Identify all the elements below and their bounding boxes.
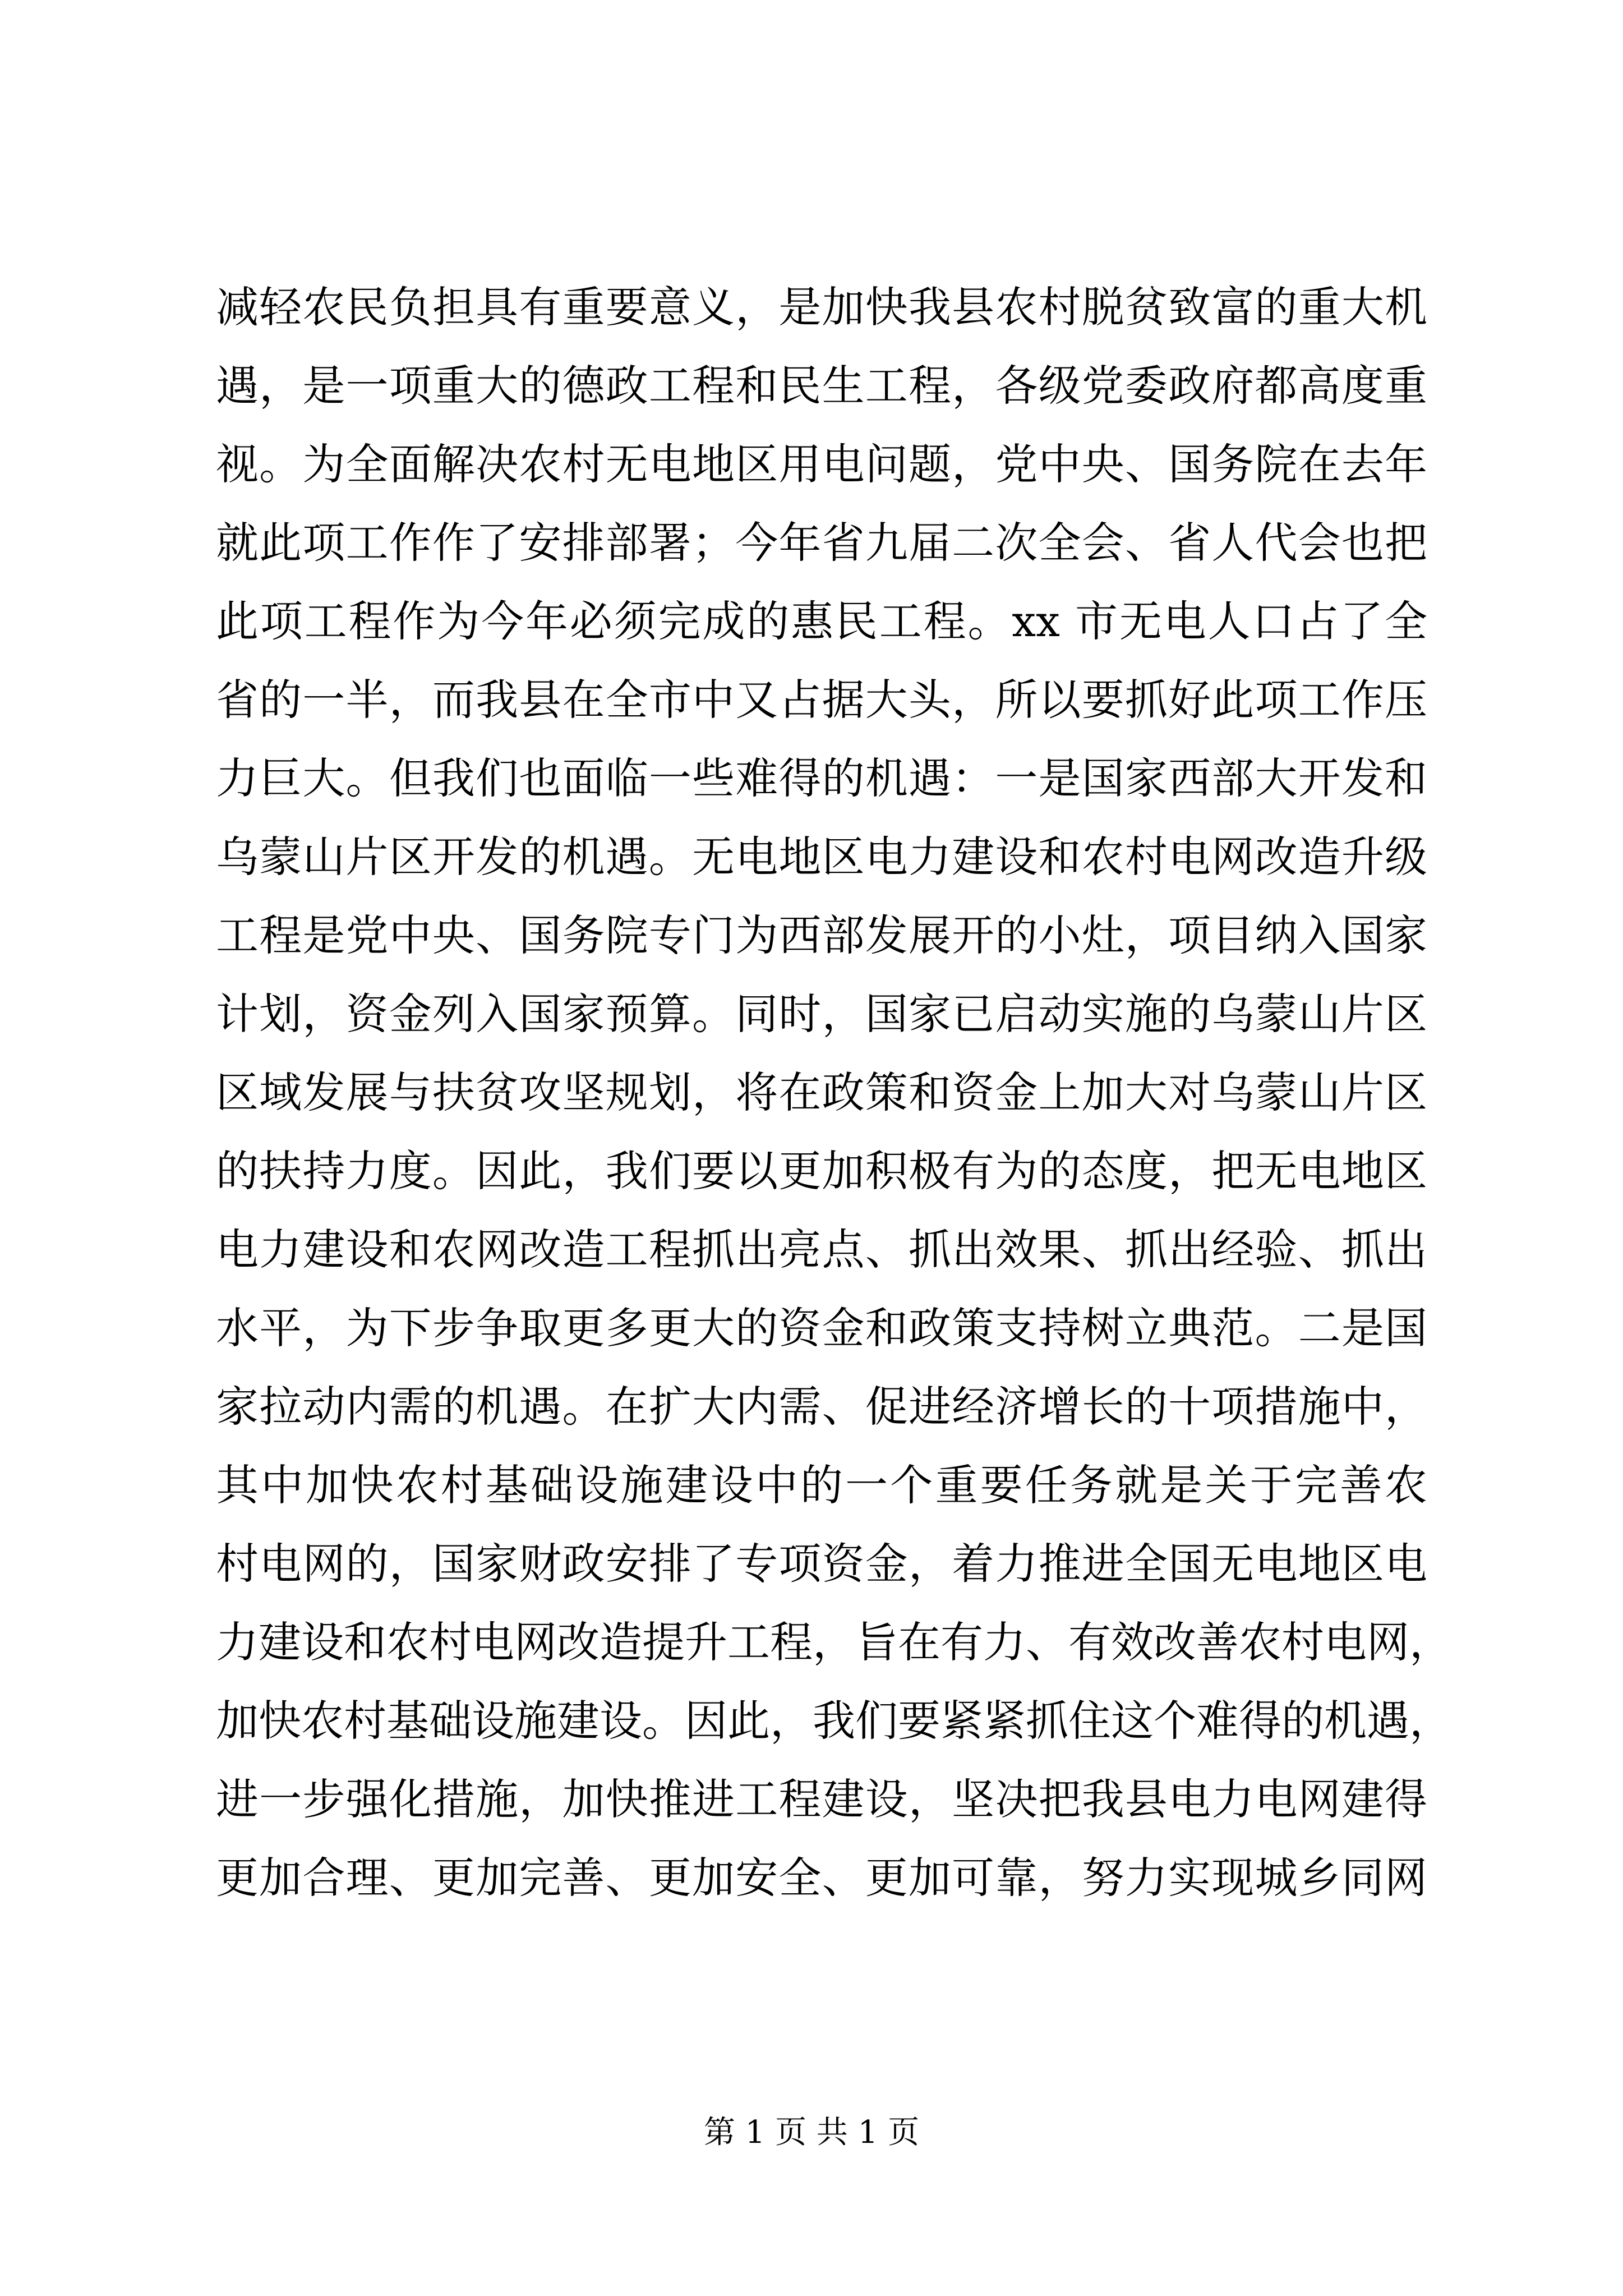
text-line: 村电网的，国家财政安排了专项资金，着力推进全国无电地区电 xyxy=(216,1539,1427,1589)
text-line: 省的一半，而我县在全市中又占据大头，所以要抓好此项工作压 xyxy=(216,675,1427,725)
text-line: 其中加快农村基础设施建设中的一个重要任务就是关于完善农 xyxy=(216,1460,1427,1510)
text-line: 力巨大。但我们也面临一些难得的机遇：一是国家西部大开发和 xyxy=(216,753,1427,803)
text-line: 的扶持力度。因此，我们要以更加积极有为的态度，把无电地区 xyxy=(216,1146,1427,1196)
text-line: 力建设和农村电网改造提升工程，旨在有力、有效改善农村电网， xyxy=(216,1617,1452,1667)
body-paragraph xyxy=(216,268,1452,1917)
text-line: 更加合理、更加完善、更加安全、更加可靠，努力实现城乡同网 xyxy=(216,1853,1427,1903)
text-line: 水平，为下步争取更多更大的资金和政策支持树立典范。二是国 xyxy=(216,1303,1427,1353)
text-line: 进一步强化措施，加快推进工程建设，坚决把我县电力电网建得 xyxy=(216,1774,1427,1824)
text-line: 工程是党中央、国务院专门为西部发展开的小灶，项目纳入国家 xyxy=(216,910,1427,960)
text-line: 区域发展与扶贫攻坚规划，将在政策和资金上加大对乌蒙山片区 xyxy=(216,1068,1427,1117)
text-line: 此项工程作为今年必须完成的惠民工程。xx 市无电人口占了全 xyxy=(216,596,1427,646)
text-line: 减轻农民负担具有重要意义，是加快我县农村脱贫致富的重大机 xyxy=(216,282,1427,332)
text-line: 乌蒙山片区开发的机遇。无电地区电力建设和农村电网改造升级 xyxy=(216,832,1427,882)
page-footer xyxy=(0,2110,1623,2155)
text-line: 家拉动内需的机遇。在扩大内需、促进经济增长的十项措施中， xyxy=(216,1382,1427,1432)
text-line: 加快农村基础设施建设。因此，我们要紧紧抓住这个难得的机遇， xyxy=(216,1696,1452,1746)
text-line: 就此项工作作了安排部署；今年省九届二次全会、省人代会也把 xyxy=(216,518,1427,568)
text-line: 电力建设和农网改造工程抓出亮点、抓出效果、抓出经验、抓出 xyxy=(216,1225,1427,1274)
page-number-label: 第 1 页 共 1 页 xyxy=(703,2114,920,2151)
text-line: 视。为全面解决农村无电地区用电问题，党中央、国务院在去年 xyxy=(216,439,1427,489)
text-line: 计划，资金列入国家预算。同时，国家已启动实施的乌蒙山片区 xyxy=(216,989,1427,1039)
text-line: 遇，是一项重大的德政工程和民生工程，各级党委政府都高度重 xyxy=(216,361,1427,411)
